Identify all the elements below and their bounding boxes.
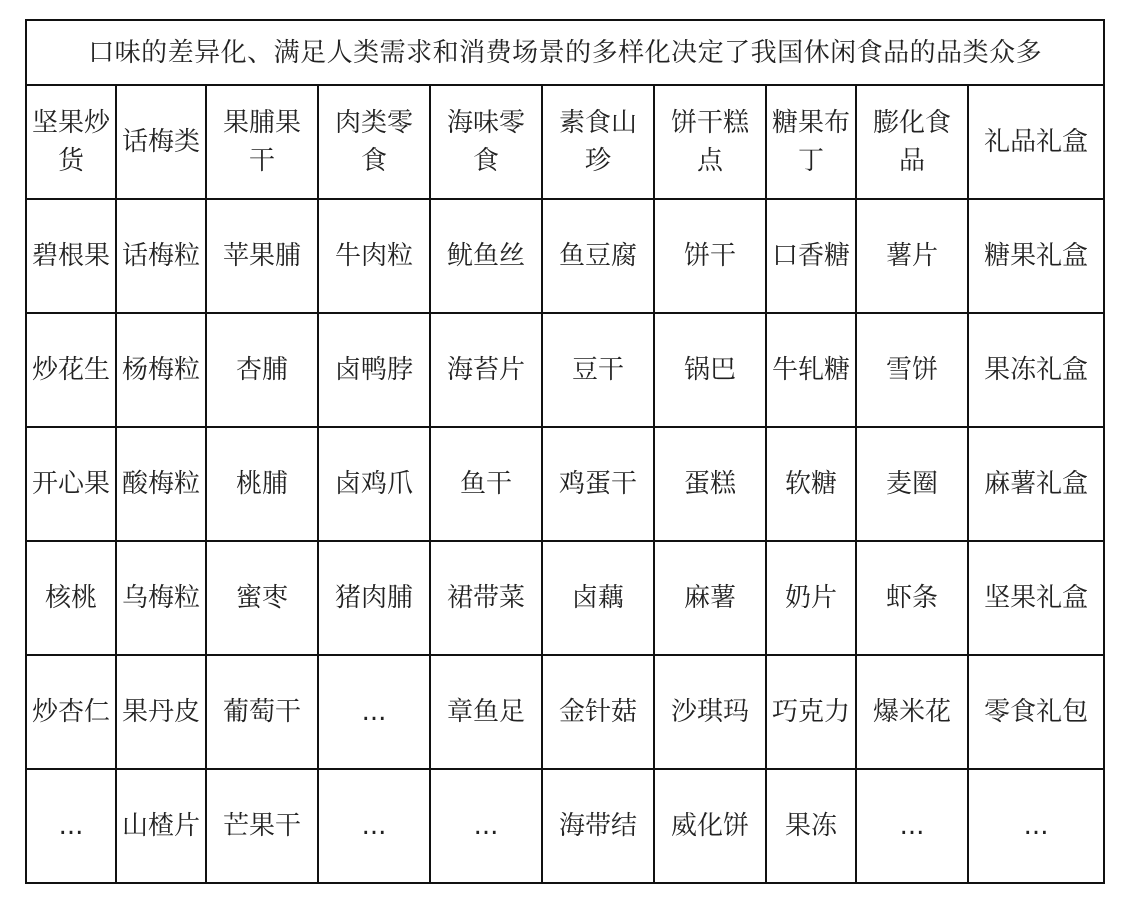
table-title: 口味的差异化、满足人类需求和消费场景的多样化决定了我国休闲食品的品类众多 <box>26 20 1104 85</box>
table-cell <box>206 313 318 427</box>
table-cell <box>968 199 1104 313</box>
table-cell <box>206 199 318 313</box>
cell-text: 鱿鱼丝 <box>446 241 525 271</box>
cell-text: 麻薯 <box>683 583 736 613</box>
cell-text: 饼干 <box>683 241 736 271</box>
header-text: 糖果布丁 <box>771 108 850 176</box>
cell-text: 碧根果 <box>31 241 110 271</box>
table-cell <box>654 199 766 313</box>
table-cell <box>766 541 856 655</box>
table-cell <box>318 655 430 769</box>
cell-text: 麦圈 <box>885 469 938 499</box>
cell-text: 酸梅粒 <box>121 469 200 499</box>
table-cell <box>430 427 542 541</box>
header-text: 膨化食品 <box>872 108 951 176</box>
cell-text: ... <box>1023 811 1049 841</box>
cell-text: 鱼豆腐 <box>558 241 637 271</box>
cell-text: ... <box>361 811 387 841</box>
table-cell <box>318 769 430 883</box>
header-cell <box>26 85 116 199</box>
table-cell <box>116 655 206 769</box>
header-cell <box>856 85 968 199</box>
table-cell <box>766 199 856 313</box>
cell-text: 卤鸡爪 <box>334 469 413 499</box>
table-cell <box>766 313 856 427</box>
table-cell <box>116 427 206 541</box>
cell-text: 海带结 <box>558 811 637 841</box>
table-row <box>26 313 1104 427</box>
table-cell <box>206 769 318 883</box>
cell-text: 牛轧糖 <box>771 355 850 385</box>
table-cell <box>856 313 968 427</box>
table-cell <box>116 769 206 883</box>
table-row <box>26 769 1104 883</box>
cell-text: ... <box>361 697 387 727</box>
cell-text: 乌梅粒 <box>121 583 200 613</box>
header-text: 果脯果干 <box>222 108 301 176</box>
header-cell <box>968 85 1104 199</box>
table-cell <box>654 769 766 883</box>
cell-text: 卤鸭脖 <box>334 355 413 385</box>
table-cell <box>542 427 654 541</box>
table-cell <box>318 313 430 427</box>
table-cell <box>318 199 430 313</box>
header-cell <box>116 85 206 199</box>
table-cell <box>654 313 766 427</box>
cell-text: 炒杏仁 <box>31 697 110 727</box>
cell-text: 苹果脯 <box>222 241 301 271</box>
cell-text: 杏脯 <box>235 355 288 385</box>
title-row <box>26 20 1104 85</box>
cell-text: 山楂片 <box>121 811 200 841</box>
cell-text: 金针菇 <box>558 697 637 727</box>
table-cell <box>26 199 116 313</box>
table-cell <box>856 655 968 769</box>
header-text: 话梅类 <box>121 127 200 157</box>
cell-text: 鱼干 <box>459 469 512 499</box>
cell-text: 果冻 <box>784 811 837 841</box>
table-cell <box>542 199 654 313</box>
header-cell <box>318 85 430 199</box>
table-cell <box>116 541 206 655</box>
cell-text: 果冻礼盒 <box>984 355 1089 385</box>
table-cell <box>542 655 654 769</box>
header-text: 礼品礼盒 <box>984 127 1089 157</box>
cell-text: 爆米花 <box>872 697 951 727</box>
cell-text: 豆干 <box>571 355 624 385</box>
cell-text: 猪肉脯 <box>334 583 413 613</box>
table-cell <box>318 541 430 655</box>
table-cell <box>968 541 1104 655</box>
header-text: 饼干糕点 <box>670 108 749 176</box>
cell-text: 章鱼足 <box>446 697 525 727</box>
cell-text: ... <box>58 811 84 841</box>
cell-text: 桃脯 <box>235 469 288 499</box>
table-cell <box>654 427 766 541</box>
snack-category-table <box>25 19 1105 884</box>
cell-text: 锅巴 <box>683 355 736 385</box>
cell-text: 口香糖 <box>771 241 850 271</box>
cell-text: 糖果礼盒 <box>984 241 1089 271</box>
table-cell <box>206 541 318 655</box>
table-cell <box>318 427 430 541</box>
table-cell <box>968 769 1104 883</box>
cell-text: ... <box>899 811 925 841</box>
table-cell <box>430 769 542 883</box>
header-cell <box>206 85 318 199</box>
table-cell <box>968 313 1104 427</box>
table-cell <box>856 427 968 541</box>
cell-text: 坚果礼盒 <box>984 583 1089 613</box>
cell-text: 炒花生 <box>31 355 110 385</box>
table-cell <box>542 541 654 655</box>
cell-text: 麻薯礼盒 <box>984 469 1089 499</box>
table-cell <box>766 427 856 541</box>
cell-text: 巧克力 <box>771 697 850 727</box>
table-cell <box>542 769 654 883</box>
table-cell <box>542 313 654 427</box>
table-cell <box>26 769 116 883</box>
table-row <box>26 427 1104 541</box>
cell-text: 奶片 <box>784 583 837 613</box>
table-cell <box>856 199 968 313</box>
table-cell <box>856 769 968 883</box>
table-cell <box>430 541 542 655</box>
header-text: 肉类零食 <box>334 108 413 176</box>
cell-text: 薯片 <box>885 241 938 271</box>
header-text: 海味零食 <box>446 108 525 176</box>
cell-text: 虾条 <box>885 583 938 613</box>
header-row <box>26 85 1104 199</box>
cell-text: 果丹皮 <box>121 697 200 727</box>
header-cell <box>654 85 766 199</box>
cell-text: 裙带菜 <box>446 583 525 613</box>
table-cell <box>206 427 318 541</box>
table-cell <box>856 541 968 655</box>
header-text: 素食山珍 <box>558 108 637 176</box>
table-cell <box>26 655 116 769</box>
table-row <box>26 199 1104 313</box>
cell-text: 威化饼 <box>670 811 749 841</box>
cell-text: 雪饼 <box>885 355 938 385</box>
cell-text: 葡萄干 <box>222 697 301 727</box>
cell-text: 蜜枣 <box>235 583 288 613</box>
table-cell <box>968 655 1104 769</box>
table-cell <box>430 313 542 427</box>
table-cell <box>430 655 542 769</box>
cell-text: 海苔片 <box>446 355 525 385</box>
table-cell <box>430 199 542 313</box>
cell-text: 牛肉粒 <box>334 241 413 271</box>
cell-text: 杨梅粒 <box>121 355 200 385</box>
table-row <box>26 541 1104 655</box>
cell-text: ... <box>473 811 499 841</box>
cell-text: 沙琪玛 <box>670 697 749 727</box>
cell-text: 鸡蛋干 <box>558 469 637 499</box>
header-cell <box>542 85 654 199</box>
table-cell <box>116 199 206 313</box>
table-cell <box>26 541 116 655</box>
table-cell <box>206 655 318 769</box>
table-cell <box>26 427 116 541</box>
table-cell <box>654 655 766 769</box>
cell-text: 蛋糕 <box>683 469 736 499</box>
cell-text: 卤藕 <box>571 583 624 613</box>
header-cell <box>430 85 542 199</box>
cell-text: 开心果 <box>31 469 110 499</box>
cell-text: 话梅粒 <box>121 241 200 271</box>
table-row <box>26 655 1104 769</box>
header-cell <box>766 85 856 199</box>
table-cell <box>26 313 116 427</box>
header-text: 坚果炒货 <box>31 108 110 176</box>
cell-text: 核桃 <box>44 583 97 613</box>
table-cell <box>766 769 856 883</box>
table-cell <box>116 313 206 427</box>
table-cell <box>968 427 1104 541</box>
cell-text: 零食礼包 <box>984 697 1089 727</box>
table-cell <box>766 655 856 769</box>
table-cell <box>654 541 766 655</box>
cell-text: 芒果干 <box>222 811 301 841</box>
cell-text: 软糖 <box>784 469 837 499</box>
